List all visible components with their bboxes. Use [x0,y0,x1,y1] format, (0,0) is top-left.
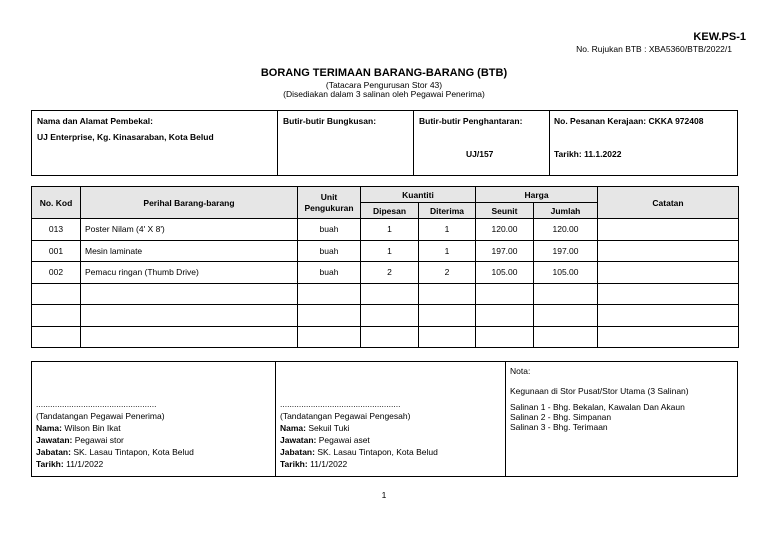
cell-unit: buah [298,240,361,262]
cell-ordered: 1 [361,240,419,262]
reference-value: XBA5360/BTB/2022/1 [648,44,732,54]
cell-unit [298,326,361,348]
cell-unit [298,283,361,305]
cell-ordered: 1 [361,219,419,241]
cell-description: Mesin laminate [81,240,298,262]
form-title: BORANG TERIMAAN BARANG-BARANG (BTB) [260,67,508,79]
cell-code [32,305,81,327]
cell-code: 013 [32,219,81,241]
note-copy-2: Salinan 2 - Bhg. Simpanan [510,412,612,422]
supplier-value: UJ Enterprise, Kg. Kinasaraban, Kota Belud [37,132,214,142]
cell-description [81,326,298,348]
header-total: Jumlah [534,203,598,219]
cell-description [81,283,298,305]
cell-unit-price [476,326,534,348]
cell-unit-price [476,305,534,327]
header-ordered: Dipesan [361,203,419,219]
divider [413,111,414,175]
packaging-label: Butir-butir Bungkusan: [283,116,377,126]
cell-ordered [361,326,419,348]
supplier-details-box [31,110,738,176]
receiver-date-label: Tarikh: [36,459,64,469]
receiver-caption: (Tandatangan Pegawai Penerima) [36,411,165,421]
verifier-signature-line: ................................................... [280,399,401,409]
cell-received [419,326,476,348]
cell-unit [298,305,361,327]
cell-unit-price: 197.00 [476,240,534,262]
cell-total: 105.00 [534,262,598,284]
table-row [32,219,739,241]
cell-received: 1 [419,219,476,241]
cell-unit-price [476,283,534,305]
cell-description: Pemacu ringan (Thumb Drive) [81,262,298,284]
verifier-dept-label: Jabatan: [280,447,315,457]
header-description: Perihal Barang-barang [81,187,298,219]
cell-total [534,305,598,327]
cell-notes [598,240,739,262]
verifier-post-label: Jawatan: [280,435,317,445]
header-unit: Unit Pengukuran [298,187,361,219]
delivery-label: Butir-butir Penghantaran: [419,116,523,126]
header-quantity: Kuantiti [361,187,476,203]
cell-description: Poster Nilam (4' X 8') [81,219,298,241]
header-notes: Catatan [598,187,739,219]
page-number: 1 [381,490,387,500]
cell-total [534,326,598,348]
receiver-date: 11/1/2022 [66,459,104,469]
header-price: Harga [476,187,598,203]
cell-total: 120.00 [534,219,598,241]
reference-number [576,44,732,54]
cell-received [419,283,476,305]
cell-notes [598,219,739,241]
verifier-name: Sekuil Tuki [308,423,350,433]
note-copy-3: Salinan 3 - Bhg. Terimaan [510,422,608,432]
table-row [32,326,739,348]
verifier-dept: SK. Lasau Tintapon, Kota Belud [317,447,438,457]
cell-unit: buah [298,262,361,284]
supplier-label: Nama dan Alamat Pembekal: [37,116,153,126]
divider [505,362,506,476]
form-subtitle-procedure: (Tatacara Pengurusan Stor 43) [325,80,443,90]
verifier-date: 11/1/2022 [310,459,348,469]
cell-notes [598,283,739,305]
order-number: No. Pesanan Kerajaan: CKKA 972408 [554,116,704,126]
cell-ordered [361,305,419,327]
receiver-signature-block [36,398,194,470]
receiver-post-label: Jawatan: [36,435,73,445]
signature-box [31,361,738,477]
table-row [32,283,739,305]
header-code: No. Kod [32,187,81,219]
delivery-value: UJ/157 [466,149,494,159]
verifier-caption: (Tandatangan Pegawai Pengesah) [280,411,411,421]
cell-description [81,305,298,327]
cell-notes [598,262,739,284]
divider [549,111,550,175]
table-row [32,262,739,284]
cell-code: 001 [32,240,81,262]
verifier-date-label: Tarikh: [280,459,308,469]
note-block [510,366,689,432]
reference-label: No. Rujukan BTB : [576,44,647,54]
table-row [32,305,739,327]
receiver-name: Wilson Bin Ikat [64,423,121,433]
form-subtitle-copies: (Disediakan dalam 3 salinan oleh Pegawai Penerima) [283,89,485,99]
receiver-dept: SK. Lasau Tintapon, Kota Belud [73,447,194,457]
divider [277,111,278,175]
cell-received: 2 [419,262,476,284]
cell-code: 002 [32,262,81,284]
cell-code [32,283,81,305]
header-unit-price: Seunit [476,203,534,219]
note-purpose: Kegunaan di Stor Pusat/Stor Utama (3 Salinan) [510,386,689,396]
items-table [31,186,739,348]
cell-notes [598,305,739,327]
cell-ordered [361,283,419,305]
cell-ordered: 2 [361,262,419,284]
receiver-dept-label: Jabatan: [36,447,71,457]
cell-total [534,283,598,305]
table-row [32,240,739,262]
verifier-signature-block [280,398,438,470]
cell-received [419,305,476,327]
header-received: Diterima [419,203,476,219]
note-label: Nota: [510,366,531,376]
verifier-post: Pegawai aset [318,435,370,445]
cell-notes [598,326,739,348]
cell-received: 1 [419,240,476,262]
cell-unit: buah [298,219,361,241]
cell-total: 197.00 [534,240,598,262]
cell-unit-price: 105.00 [476,262,534,284]
divider [275,362,276,476]
receiver-post: Pegawai stor [74,435,124,445]
note-copy-1: Salinan 1 - Bhg. Bekalan, Kawalan Dan Akaun [510,402,685,412]
cell-code [32,326,81,348]
receiver-signature-line: ................................................... [36,399,157,409]
verifier-name-label: Nama: [280,423,306,433]
receiver-name-label: Nama: [36,423,62,433]
order-date: Tarikh: 11.1.2022 [554,149,622,159]
cell-unit-price: 120.00 [476,219,534,241]
form-code: KEW.PS-1 [693,31,746,43]
